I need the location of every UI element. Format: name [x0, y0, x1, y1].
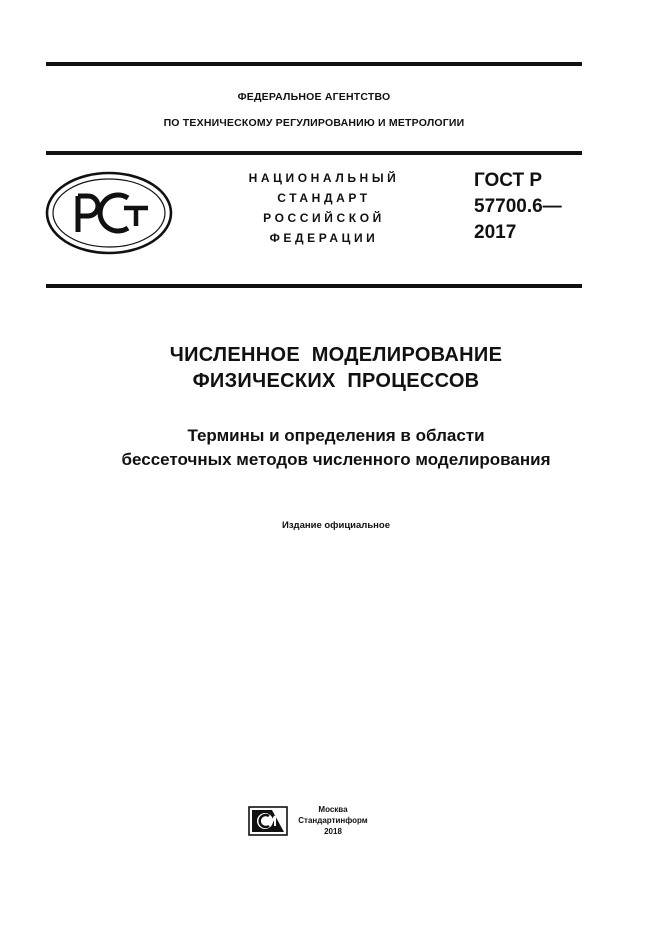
document-subtitle — [46, 424, 626, 472]
publisher-city: Москва — [318, 805, 348, 814]
document-title — [46, 342, 626, 394]
standard-line-1: НАЦИОНАЛЬНЫЙ — [248, 171, 400, 185]
top-rule — [46, 62, 582, 66]
subtitle-line-1: Термины и определения в области — [187, 426, 485, 445]
standard-line-3: РОССИЙСКОЙ — [263, 211, 385, 225]
gost-line-1: ГОСТ Р — [474, 170, 543, 191]
title-line-2: ФИЗИЧЕСКИХ ПРОЦЕССОВ — [192, 370, 480, 392]
title-line-1: ЧИСЛЕННОЕ МОДЕЛИРОВАНИЕ — [169, 344, 503, 366]
rst-certification-mark-icon — [44, 170, 174, 256]
publisher-name: Стандартинформ — [298, 816, 368, 825]
publisher-year: 2018 — [324, 827, 342, 836]
gost-designation — [474, 168, 562, 246]
header-rule — [46, 151, 582, 155]
publisher-imprint — [290, 804, 376, 837]
subtitle-line-2: бессеточных методов численного моделирования — [121, 450, 551, 469]
standard-line-4: ФЕДЕРАЦИИ — [269, 231, 379, 245]
agency-line-1: ФЕДЕРАЛЬНОЕ АГЕНТСТВО — [237, 91, 391, 103]
gost-line-2: 57700.6— — [474, 196, 562, 217]
agency-line-2: ПО ТЕХНИЧЕСКОМУ РЕГУЛИРОВАНИЮ И МЕТРОЛОГИИ — [163, 117, 465, 129]
standartinform-logo-icon — [248, 806, 288, 836]
gost-line-3: 2017 — [474, 222, 517, 243]
official-edition-label: Издание официальное — [282, 520, 390, 531]
title-block-rule — [46, 284, 582, 288]
national-standard-label — [226, 168, 422, 248]
standard-line-2: СТАНДАРТ — [277, 191, 371, 205]
